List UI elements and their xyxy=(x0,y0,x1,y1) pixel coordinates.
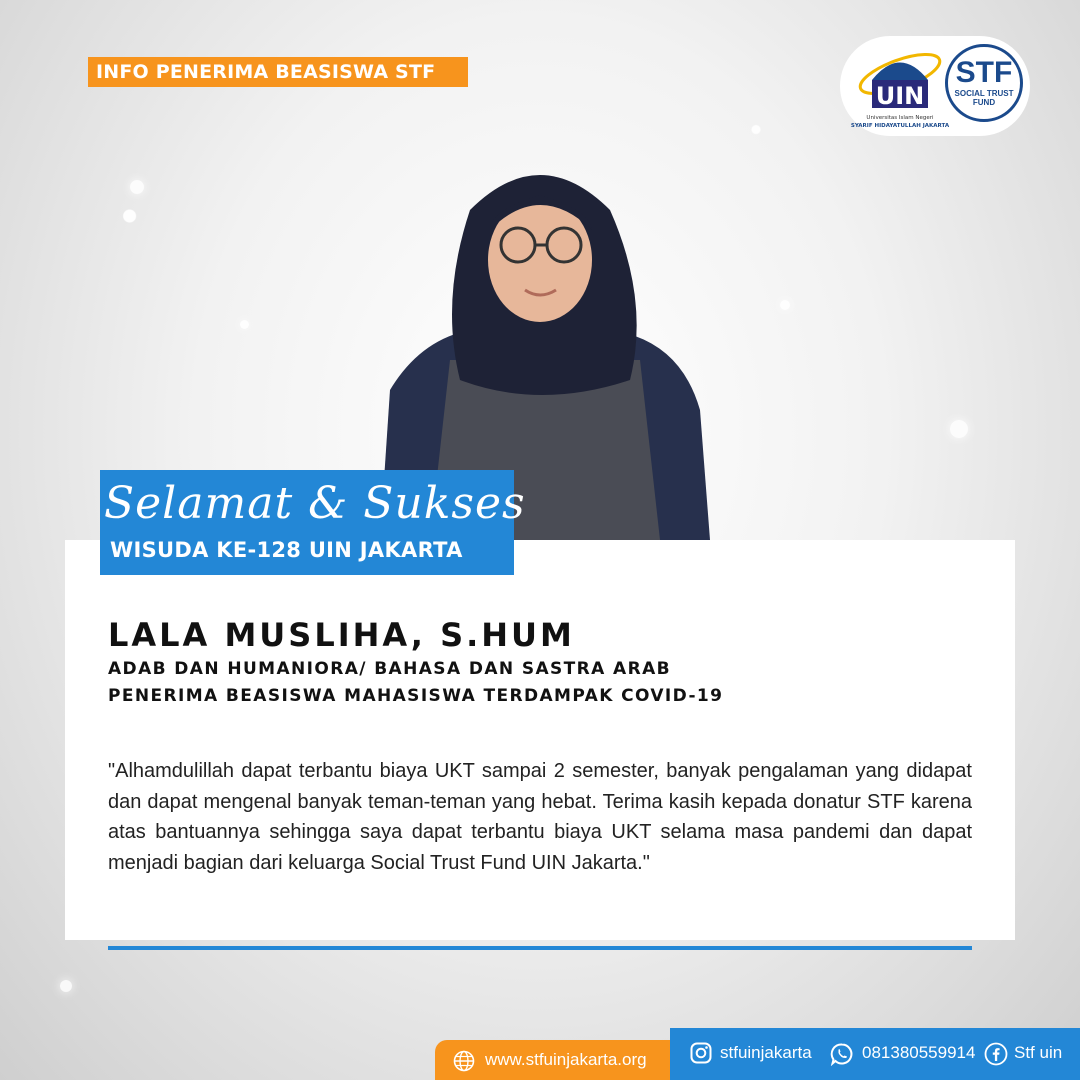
uin-logo xyxy=(850,40,950,132)
recipient-faculty: ADAB DAN HUMANIORA/ BAHASA DAN SASTRA ARAB xyxy=(108,659,671,679)
website-bar[interactable] xyxy=(435,1040,670,1080)
sparkle-decoration xyxy=(950,420,968,438)
sparkle-decoration xyxy=(240,320,249,329)
instagram-icon xyxy=(690,1042,712,1064)
uin-logo-caption-1: Universitas Islam Negeri xyxy=(866,115,934,121)
uin-logo-lettering: UIN xyxy=(875,82,925,110)
facebook-handle[interactable]: Stf uin xyxy=(1014,1043,1063,1062)
info-banner xyxy=(88,57,468,87)
info-banner-text: INFO PENERIMA BEASISWA STF xyxy=(96,61,436,83)
whatsapp-number[interactable]: 081380559914 xyxy=(862,1043,976,1062)
sparkle-decoration xyxy=(60,980,72,992)
sparkle-decoration xyxy=(130,180,144,194)
globe-icon xyxy=(453,1050,475,1072)
congrats-banner xyxy=(100,470,526,575)
testimonial-quote: "Alhamdulillah dapat terbantu biaya UKT sampai 2 semester, banyak pengalaman yang didapat dan dapat mengenal banyak teman-teman yang hebat. Terima kasih kepada donatur STF karena atas bantuannya sehingga saya dapat terbantu biaya UKT selama masa pandemi dan dapat menjadi bagian dari keluarga Social Trust Fund UIN Jakarta." xyxy=(108,760,972,874)
instagram-handle[interactable]: stfuinjakarta xyxy=(720,1043,812,1062)
facebook-icon xyxy=(984,1042,1008,1066)
social-bar xyxy=(670,1028,1080,1080)
profile-card xyxy=(65,540,1015,940)
stf-logo xyxy=(945,44,1023,122)
divider-line xyxy=(108,946,972,950)
recipient-scholarship: PENERIMA BEASISWA MAHASISWA TERDAMPAK COVID-19 xyxy=(108,686,724,706)
congrats-script-text: Selamat & Sukses xyxy=(104,478,526,529)
graduation-event-label: WISUDA KE-128 UIN JAKARTA xyxy=(110,538,463,562)
sparkle-decoration xyxy=(780,300,790,310)
logo-badge xyxy=(840,36,1030,136)
whatsapp-icon xyxy=(830,1042,854,1066)
stf-logo-lettering: STF xyxy=(955,56,1013,89)
website-link[interactable]: www.stfuinjakarta.org xyxy=(485,1050,647,1069)
recipient-name: LALA MUSLIHA, S.HUM xyxy=(108,616,575,654)
stf-logo-caption: SOCIAL TRUST FUND xyxy=(954,89,1014,107)
uin-logo-caption-2: SYARIF HIDAYATULLAH JAKARTA xyxy=(850,123,950,129)
